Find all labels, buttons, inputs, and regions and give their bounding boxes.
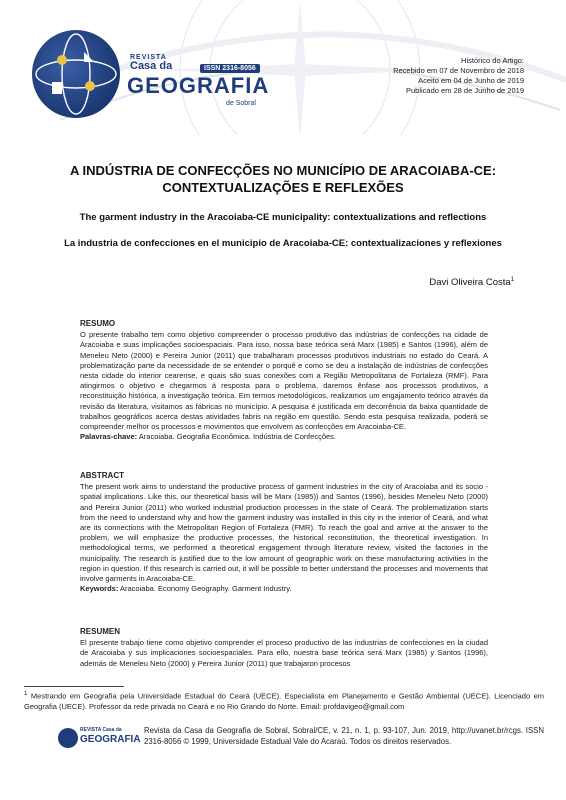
title-spanish: La industria de confecciones en el municipio de Aracoiaba-CE: contextualizaciones y reflexiones xyxy=(64,238,502,249)
abstract-keywords xyxy=(80,584,488,594)
footnote-text: Mestrando em Geografia pela Universidade Estadual do Ceará (UECE). Especialista em Planejamento e Gestão Ambiental (UECE). Licenciado em Geografia (UECE). Professor da rede privada no Ceará e no Rio Grando do Norte. Email: profdavigeo@gmail.com xyxy=(24,691,544,711)
footnote-divider xyxy=(24,686,124,687)
journal-header xyxy=(0,0,566,135)
author-name xyxy=(429,277,514,288)
title-line-2: CONTEXTUALIZAÇÕES E REFLEXÕES xyxy=(162,180,404,195)
globe-logo-icon xyxy=(32,30,120,118)
article-history xyxy=(393,56,524,96)
footer-logo xyxy=(58,726,141,752)
history-published: Publicado em 28 de Junho de 2019 xyxy=(405,86,524,95)
footnote xyxy=(24,689,544,712)
resumo-keywords-text: Aracoiaba. Geografia Econômica. Indústria de Confecções. xyxy=(137,432,336,442)
footer-citation: Revista da Casa da Geografia de Sobral, Sobral/CE, v. 21, n. 1, p. 93-107, Jun. 2019, http://uvanet.br/rcgs. ISSN 2316-8056 © 1999, Universidade Estadual Vale do Acaraú. Todos os direitos reservados. xyxy=(144,726,544,746)
abstract-keywords-label: Keywords: xyxy=(80,584,119,594)
history-accepted: Aceito em 04 de Junho de 2019 xyxy=(418,76,524,85)
abstract-heading: ABSTRACT xyxy=(80,471,124,480)
footer-logo-revista: REVISTA Casa da xyxy=(80,727,122,733)
logo-issn: ISSN 2316-8056 xyxy=(200,64,260,73)
author-text: Davi Oliveira Costa xyxy=(429,277,511,289)
resumo-text: O presente trabalho tem como objetivo compreender o processo produtivo das indústrias de confecções na cidade de Aracoiaba e suas implicações socioespaciais. Para isso, nossa base teórica será Marx (1985) e Santos (1996), além de Meneleu Neto (2000) e Pereira Junior (2011) que trabalharam processos produtivos industriais no estado do Ceará. A problematização parte da necessidade de se entender o porquê e como se deu a instalação de indústrias de confecções nesta cidade do interior cearense, e quais são suas conexões com a Região Metropolitana de Fortaleza (RMF). Para atingirmos o objetivo e chegarmos à resposta para o problema, daremos ênfase aos processos produtivos, a reconstituição histórica, a investigação teórica. Em termos metodológicos, realizamos um engajamento teórico através da revisão da literatura, visitamos as fábricas no município. A pesquisa é justificada em decorrência da baixa quantidade de trabalhos geográficos acerca destas atividades fabris na região em questão. Sendo esta pesquisa realizada, poderá se compreender melhor os processos e movimentos que envolvem as confecções em Aracoiaba-CE. xyxy=(80,330,488,432)
footnote-mark: 1 xyxy=(24,690,28,697)
abstract-text: The present work aims to understand the productive process of garment industries in the city of Aracoiaba and its socio - spatial implications. Like this, our theoretical basis will be Marx (1985)) and Santos (1996), besides Meneleu Neto (2000) and Pereira Junior (2011) who worked industrial production processes in the state of Ceará. The problematization starts from the need to understand why and how the garment industry was installed in this city in the interior of Ceará, and what are its connections with the Metropolitan Region of Fortaleza (FMR). To reach the goal and arrive at the answer to the problem, we will emphasize the productive processes, the historical reconstitution, the theoretical investigation. In methodological terms, we performed a theoretical engagement through literature review, visited the factories in the municipality. The research is justified due to the low amount of geographic work on these manufacturing activities in the region in question. If this research is carried out, it will be possible to better understand the processes and movements that involve garments in Aracoiaba-CE. xyxy=(80,482,488,584)
logo-casa: Casa da xyxy=(130,60,173,72)
title-english: The garment industry in the Aracoiaba-CE municipality: contextualizations and reflections xyxy=(79,212,487,223)
abstract-keywords-text: Aracoiaba. Economy Geography. Garment Industry. xyxy=(118,584,292,594)
history-label: Histórico do Artigo: xyxy=(461,56,524,65)
logo-geografia: GEOGRAFIA xyxy=(127,73,270,98)
resumen-text: El presente trabajo tiene como objetivo comprender el proceso productivo de las industrias de confecciones en la ciudad de Aracoiaba y sus implicaciones socioespaciales. Para ello, nuestra base teórica será Marx (1985) y Santos (1996), además de Meneleu Neto (2000) y Pereira Junior (2011) que trabajaron procesos xyxy=(80,638,488,668)
resumo-section xyxy=(80,319,488,442)
footer-globe-icon xyxy=(58,728,78,748)
article-title xyxy=(60,162,506,196)
resumo-keywords xyxy=(80,432,488,442)
resumen-section xyxy=(80,627,488,669)
footer-logo-geografia: GEOGRAFIA xyxy=(80,734,141,745)
logo-sobral: de Sobral xyxy=(226,100,256,107)
resumo-heading: RESUMO xyxy=(80,319,116,328)
author-footnote-mark: 1 xyxy=(510,277,514,283)
abstract-section xyxy=(80,471,488,594)
logo-revista: REVISTA xyxy=(130,54,167,61)
history-received: Recebido em 07 de Novembro de 2018 xyxy=(393,66,524,75)
resumo-keywords-label: Palavras-chave: xyxy=(80,432,138,442)
resumen-heading: RESUMEN xyxy=(80,627,121,636)
title-line-1: A INDÚSTRIA DE CONFECÇÕES NO MUNICÍPIO DE ARACOIABA-CE: xyxy=(69,163,497,178)
